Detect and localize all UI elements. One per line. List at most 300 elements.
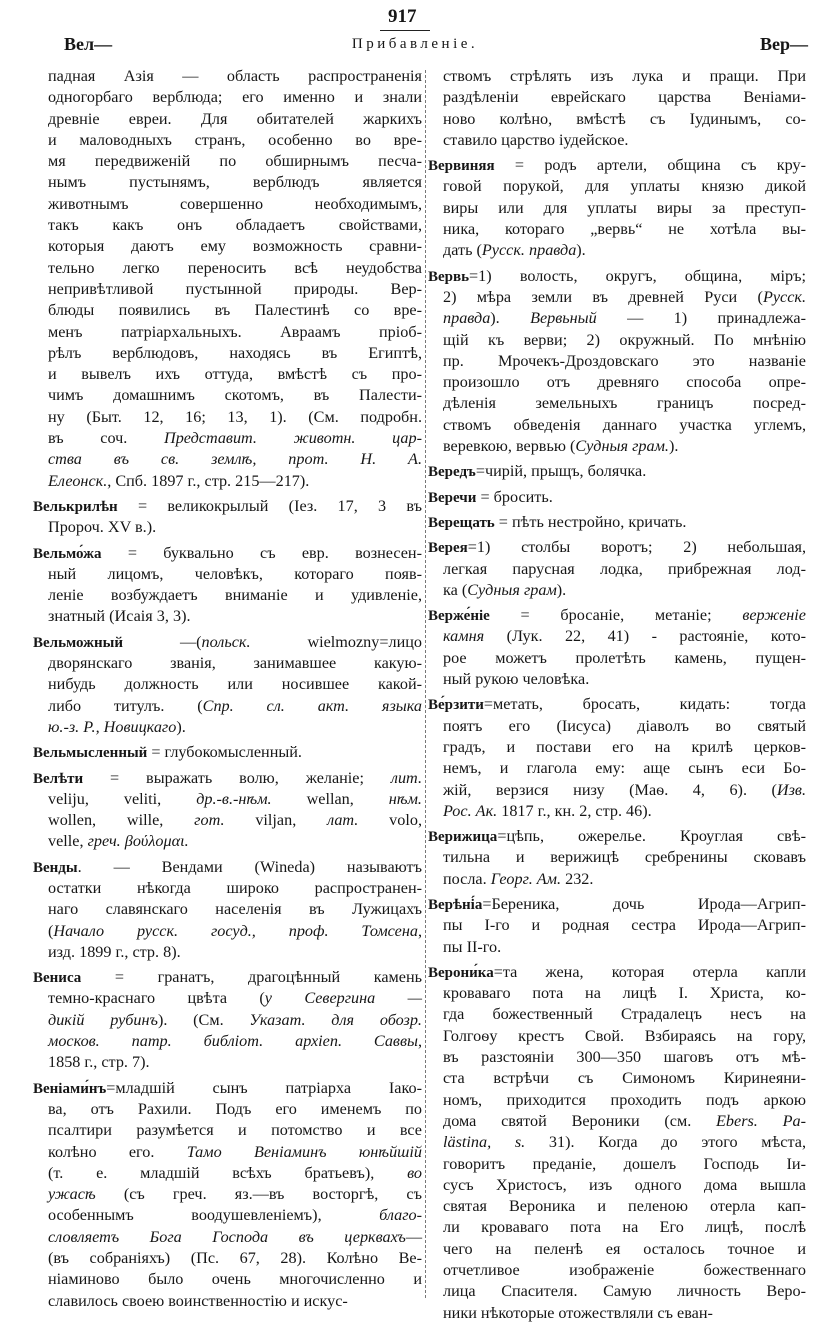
- italic-text: верженіе: [742, 606, 806, 625]
- text-line: [33, 258, 422, 279]
- headword: Вельмо́жа: [33, 545, 102, 562]
- dictionary-entry: [33, 1078, 422, 1312]
- body-text: =та жена, которая отерла капли: [493, 962, 806, 981]
- body-text: —(: [123, 632, 202, 651]
- italic-text: Изв.: [776, 780, 806, 799]
- text-line: [428, 351, 806, 372]
- body-text: рѣлъ верблюдовъ, находясь въ Египтѣ,: [48, 343, 422, 362]
- headword: Верже́ніе: [428, 608, 490, 625]
- left-column: [33, 66, 422, 1312]
- body-text: ).: [556, 580, 567, 599]
- text-line: [33, 831, 422, 852]
- text-line: [428, 1260, 806, 1281]
- body-text: = родъ артели, община съ кру-: [494, 156, 806, 175]
- headword: Вельмысленный: [33, 745, 148, 762]
- body-text: =метать, бросать, кидать: тогда: [483, 695, 806, 714]
- body-text: ники нѣкоторые отожествляли съ еван-: [443, 1303, 713, 1322]
- italic-text: lästina, s.: [443, 1133, 526, 1152]
- headword: Верѣні́а: [428, 896, 483, 913]
- body-text: мя передвиженій по обширнымъ песча-: [48, 152, 422, 171]
- text-line: [428, 626, 806, 647]
- body-text: Пророч. XV в.).: [48, 518, 157, 537]
- dictionary-entry: [428, 155, 806, 261]
- italic-text: ужасѣ: [48, 1185, 96, 1204]
- headword: Верея: [428, 540, 468, 557]
- text-line: [33, 1227, 422, 1248]
- body-text: тельно легко переносить всѣ неудобства: [48, 258, 422, 277]
- italic-text: Вервьный: [530, 309, 597, 328]
- text-line: [33, 194, 422, 215]
- text-line: [33, 300, 422, 321]
- italic-text: камня: [443, 627, 485, 646]
- body-text: щій къ верви; 2) окружный. По мнѣнію: [443, 330, 806, 349]
- italic-text: москов. патр. библіот. архіеп. Саввы: [48, 1032, 418, 1051]
- italic-text: во: [407, 1163, 422, 1182]
- body-text: ново колѣно, вмѣстѣ съ Іудинымъ, со-: [443, 109, 806, 128]
- text-line: [33, 407, 422, 428]
- italic-text: Елеонск.: [48, 471, 108, 490]
- text-line: [428, 372, 806, 393]
- text-line: [428, 487, 806, 508]
- text-line: [33, 496, 422, 517]
- headword: Веречи: [428, 489, 477, 506]
- text-line: [428, 109, 806, 130]
- text-line: [33, 449, 422, 470]
- headword: Вельможный: [33, 634, 124, 651]
- body-text: , Спб. 1897 г., стр. 215—217).: [107, 471, 310, 490]
- text-line: [428, 716, 806, 737]
- text-line: [33, 385, 422, 406]
- text-line: [33, 151, 422, 172]
- italic-text: Начало русск. госуд., проф. Томсена: [53, 921, 418, 940]
- dictionary-entry: [33, 543, 422, 628]
- body-text: пы I-го и родная сестра Ирода—Агрип-: [443, 916, 806, 935]
- dictionary-entry: [33, 66, 422, 492]
- text-line: [428, 461, 806, 482]
- body-text: =1) столбы воротъ; 2) небольшая,: [467, 538, 806, 557]
- body-text: 232.: [561, 869, 594, 888]
- headword: Вервь: [428, 268, 470, 285]
- text-line: [428, 415, 806, 436]
- text-line: [33, 564, 422, 585]
- text-line: [33, 236, 422, 257]
- body-text: произошло отъ древняго способа опре-: [443, 373, 806, 392]
- body-text: веревкою, вервью (: [443, 437, 576, 456]
- text-line: [428, 1239, 806, 1260]
- body-text: — 1) принадлежа-: [596, 309, 807, 328]
- body-text: ). (См.: [157, 1010, 250, 1029]
- body-text: —: [405, 1227, 422, 1246]
- body-text: ).: [490, 309, 531, 328]
- text-line: [428, 894, 806, 915]
- body-text: veliju, veliti,: [48, 789, 197, 808]
- body-text: леніе возбуждаетъ вниманіе и удивленіе,: [48, 586, 422, 605]
- text-line: [428, 130, 806, 151]
- text-line: [33, 1291, 422, 1312]
- text-line: [428, 176, 806, 197]
- text-line: [33, 1142, 422, 1163]
- body-text: = великокрылый (Іез. 17, 3 въ: [117, 496, 422, 515]
- page-number: 917: [388, 6, 417, 27]
- text-line: [428, 219, 806, 240]
- body-text: въ разстояніи 300—350 шаговъ отъ мѣ-: [443, 1048, 806, 1067]
- body-text: чего на пеленѣ ея осталось точное и: [443, 1239, 806, 1258]
- headword: Верони́ка: [428, 964, 494, 981]
- text-line: [33, 543, 422, 564]
- body-text: номъ, приходится проходить подъ аркою: [443, 1090, 806, 1109]
- italic-text: польск.: [201, 632, 251, 651]
- text-line: [428, 240, 806, 261]
- text-line: [428, 537, 806, 558]
- body-text: = бросить.: [476, 487, 553, 506]
- italic-text: лит.: [390, 768, 422, 787]
- italic-text: греч. βούλομαι.: [87, 832, 189, 851]
- italic-text: Спр. сл. акт. языка: [202, 696, 422, 715]
- text-line: [33, 1163, 422, 1184]
- body-text: ).: [576, 241, 586, 260]
- text-line: [33, 878, 422, 899]
- italic-text: Судныя грам: [467, 580, 557, 599]
- text-line: [428, 694, 806, 715]
- text-line: [428, 648, 806, 669]
- body-text: 2) мѣра земли въ древней Руси (: [443, 287, 763, 306]
- headword: Ве́рзити: [428, 697, 484, 714]
- body-text: чимъ домашнимъ скотомъ, въ Палести-: [48, 386, 422, 405]
- headword: Велькрилѣн: [33, 498, 118, 515]
- dictionary-entry: [428, 66, 806, 151]
- text-line: [33, 1120, 422, 1141]
- body-text: 1858 г., стр. 7).: [48, 1053, 150, 1072]
- text-line: [428, 155, 806, 176]
- text-line: [33, 789, 422, 810]
- text-line: [428, 1281, 806, 1302]
- text-line: [428, 308, 806, 329]
- text-line: [33, 857, 422, 878]
- body-text: отчетливое изображеніе божественнаго: [443, 1261, 806, 1280]
- body-text: дома святой Вероники (см.: [443, 1111, 717, 1130]
- body-text: животнымъ совершенно необходимымъ,: [48, 194, 422, 213]
- italic-text: Георг. Ам.: [490, 869, 562, 888]
- text-line: [428, 393, 806, 414]
- dictionary-entry: [428, 537, 806, 601]
- text-line: [33, 1010, 422, 1031]
- text-line: [428, 826, 806, 847]
- italic-text: др.-в.-нѣм.: [196, 789, 272, 808]
- text-line: [428, 1047, 806, 1068]
- italic-text: ства въ св. землѣ, прот. Н. А.: [48, 450, 422, 469]
- text-line: [428, 580, 806, 601]
- dictionary-entry: [33, 632, 422, 738]
- text-line: [428, 737, 806, 758]
- text-line: [33, 172, 422, 193]
- body-text: (въ собраніяхъ) (Пс. 67, 28). Колѣно Ве-: [48, 1249, 422, 1268]
- headword: Вервиняя: [428, 158, 495, 175]
- right-column: [428, 66, 806, 1324]
- text-line: [33, 66, 422, 87]
- body-text: ну (Быт. 12, 16; 13, 1). (См. подробн.: [48, 407, 422, 426]
- body-text: ствомъ обведенія даннаго участка углемъ,: [443, 415, 806, 434]
- body-text: = пѣть нестройно, кричать.: [494, 512, 687, 531]
- dictionary-entry: [33, 967, 422, 1073]
- dictionary-entry: [428, 461, 806, 482]
- body-text: и вывелъ ихъ оттуда, вмѣстѣ съ про-: [48, 365, 422, 384]
- text-line: [428, 758, 806, 779]
- body-text: непривѣтливой пустынной природы. Вер-: [48, 279, 422, 298]
- text-line: [428, 198, 806, 219]
- body-text: Голгоѳу крестъ Свой. Взбираясь на гору,: [443, 1026, 806, 1045]
- body-text: (съ греч. яз.—въ восторгѣ, съ: [95, 1185, 422, 1204]
- dictionary-entry: [428, 694, 806, 822]
- body-text: кроваваго пота на лицѣ І. Христа, ко-: [443, 984, 806, 1003]
- body-text: viljan,: [224, 811, 328, 830]
- body-text: падная Азія — область распространенія: [48, 67, 422, 85]
- body-text: дѣленія земельныхъ границъ посред-: [443, 394, 806, 413]
- body-text: ,: [417, 921, 422, 940]
- body-text: wellan,: [271, 789, 389, 808]
- text-line: [33, 921, 422, 942]
- body-text: рое можетъ пролетѣть камень, пущен-: [443, 648, 806, 667]
- headword: Велѣти: [33, 770, 84, 787]
- body-text: такъ какъ онъ обладаетъ свойствами,: [48, 216, 422, 235]
- body-text: особеннымъ воодушевленіемъ),: [48, 1206, 380, 1225]
- body-text: wielmozny=лицо: [250, 632, 422, 651]
- text-line: [428, 1217, 806, 1238]
- text-line: [428, 983, 806, 1004]
- body-text: древніе евреи. Для обитателей жаркихъ: [48, 109, 422, 128]
- italic-text: лат.: [327, 811, 359, 830]
- text-line: [33, 87, 422, 108]
- text-line: [428, 915, 806, 936]
- text-line: [33, 364, 422, 385]
- headword: Верещать: [428, 514, 495, 531]
- body-text: ствомъ стрѣлять изъ лука и пращи. При: [443, 67, 806, 85]
- italic-text: Русск. правда: [481, 241, 577, 260]
- italic-text: дикій рубинъ: [48, 1010, 158, 1029]
- dictionary-entry: [33, 768, 422, 853]
- body-text: пр. Мрочекъ-Дроздовскаго это названіе: [443, 351, 806, 370]
- text-line: [428, 937, 806, 958]
- text-line: [33, 428, 422, 449]
- text-line: [33, 343, 422, 364]
- body-text: (: [48, 921, 54, 940]
- text-line: [33, 810, 422, 831]
- headword: Вениса: [33, 970, 82, 987]
- left-guide-word: Вел—: [64, 34, 113, 54]
- body-text: volo,: [358, 811, 422, 830]
- italic-text: Рос. Ак.: [443, 801, 498, 820]
- body-text: ный лицомъ, человѣкъ, котораго появ-: [48, 564, 422, 583]
- text-line: [33, 279, 422, 300]
- italic-text: Судныя грам.: [575, 437, 669, 456]
- text-line: [428, 801, 806, 822]
- body-text: сусъ Христосъ, изъ одного дома вышла: [443, 1175, 806, 1194]
- text-line: [33, 1052, 422, 1073]
- body-text: поятъ его (Іисуса) діаволъ во святый: [443, 716, 806, 735]
- text-line: [428, 1175, 806, 1196]
- body-text: дать (: [443, 241, 482, 260]
- dictionary-entry: [33, 857, 422, 963]
- body-text: velle,: [48, 832, 88, 851]
- dictionary-entry: [428, 487, 806, 508]
- body-text: либо титулъ. (: [48, 696, 203, 715]
- text-line: [33, 942, 422, 963]
- body-text: = глубокомысленный.: [147, 743, 302, 762]
- body-text: въ соч.: [48, 429, 164, 448]
- page-number-rule: [380, 30, 430, 31]
- body-text: жій, верзися низу (Маѳ. 4, 6). (: [443, 780, 777, 799]
- text-line: [428, 66, 806, 87]
- italic-text: Представит. животн. цар-: [164, 429, 422, 448]
- text-line: [33, 1078, 422, 1099]
- body-text: ).: [176, 717, 186, 736]
- text-line: [33, 1269, 422, 1290]
- dictionary-entry: [428, 894, 806, 958]
- italic-text: благо-: [379, 1206, 422, 1225]
- body-text: псалтири разумѣется и потомство и все: [48, 1121, 422, 1140]
- text-line: [33, 1031, 422, 1052]
- text-line: [33, 215, 422, 236]
- body-text: =цѣпь, ожерелье. Кроуглая свѣ-: [497, 827, 806, 846]
- body-text: святая Вероника и пеленою отерла кап-: [443, 1197, 806, 1216]
- body-text: темно-краснаго цвѣта (: [48, 989, 265, 1008]
- body-text: ставило царство іудейское.: [443, 130, 629, 149]
- text-line: [428, 1090, 806, 1111]
- text-line: [428, 1132, 806, 1153]
- body-text: которыя даютъ ему возможность сравни-: [48, 237, 422, 256]
- text-line: [33, 653, 422, 674]
- body-text: тильна и верижицѣ сребренины сковавъ: [443, 848, 806, 867]
- text-line: [33, 109, 422, 130]
- body-text: говой порукой, для уплаты князю дикой: [443, 177, 806, 196]
- body-text: нымъ пустынямъ, верблюдъ является: [48, 173, 422, 192]
- italic-text: гот.: [194, 811, 225, 830]
- text-line: [33, 130, 422, 151]
- text-line: [428, 1026, 806, 1047]
- body-text: говоритъ преданіе, дошелъ Господь Іи-: [443, 1154, 806, 1173]
- text-line: [33, 517, 422, 538]
- text-line: [33, 585, 422, 606]
- body-text: ли кроваваго пота на Его лицѣ, послѣ: [443, 1218, 806, 1237]
- body-text: =чирій, прыщъ, болячка.: [475, 462, 647, 481]
- dictionary-entry: [428, 266, 806, 458]
- text-line: [428, 1196, 806, 1217]
- body-text: остатки нѣкогда широко распространен-: [48, 878, 422, 897]
- italic-text: Русск.: [762, 287, 806, 306]
- body-text: пы II-го.: [443, 937, 502, 956]
- italic-text: Указат. для обозр.: [249, 1010, 422, 1029]
- dictionary-entry: [428, 962, 806, 1324]
- italic-text: Ebers. Pa-: [716, 1111, 806, 1130]
- text-line: [428, 780, 806, 801]
- body-text: знатный (Исаія 3, 3).: [48, 607, 191, 626]
- column-divider: [425, 70, 426, 1298]
- body-text: немъ, и глагола ему: аще сынъ еси Бо-: [443, 759, 806, 778]
- text-line: [33, 322, 422, 343]
- body-text: колѣно его.: [48, 1142, 187, 1161]
- text-line: [428, 1004, 806, 1025]
- body-text: ста встрѣчи съ Симономъ Киринеяни-: [443, 1069, 806, 1088]
- body-text: = буквально съ евр. вознесен-: [101, 543, 422, 562]
- right-guide-word: Вер—: [760, 34, 809, 54]
- text-line: [428, 1154, 806, 1175]
- body-text: изд. 1899 г., стр. 8).: [48, 942, 181, 961]
- headword: Верижица: [428, 829, 498, 846]
- body-text: . — Вендами (Wineda) называютъ: [77, 857, 422, 876]
- text-line: [428, 1303, 806, 1324]
- body-text: блюды появились въ Палестинѣ со вре-: [48, 301, 422, 320]
- dictionary-entry: [428, 512, 806, 533]
- text-line: [428, 669, 806, 690]
- headword: Вередъ: [428, 464, 476, 481]
- body-text: ніаминово было очень многочисленно и: [48, 1270, 422, 1289]
- text-line: [33, 1184, 422, 1205]
- body-text: менъ патріархальныхъ. Авраамъ пріоб-: [48, 322, 422, 341]
- body-text: 1817 г., кн. 2, стр. 46).: [497, 801, 652, 820]
- text-line: [33, 717, 422, 738]
- text-line: [33, 606, 422, 627]
- body-text: посла.: [443, 869, 491, 888]
- body-text: легкая парусная лодка, прибрежная лод-: [443, 559, 806, 578]
- text-line: [33, 471, 422, 492]
- text-line: [33, 899, 422, 920]
- text-line: [428, 559, 806, 580]
- body-text: ва, отъ Рахили. Подъ его именемъ по: [48, 1099, 422, 1118]
- dictionary-entry: [428, 605, 806, 690]
- body-text: = бросаніе, метаніе;: [489, 606, 743, 625]
- text-line: [428, 436, 806, 457]
- italic-text: правда: [443, 309, 491, 328]
- italic-text: словляетъ Бога Господа въ церквахъ: [48, 1227, 406, 1246]
- italic-text: ю.-з. Р., Новицкаго: [48, 717, 177, 736]
- body-text: виры или для уплаты виры за преступ-: [443, 198, 806, 217]
- italic-text: у Севергина —: [264, 989, 422, 1008]
- headword: Веніами́нъ: [33, 1080, 107, 1097]
- body-text: и маловодныхъ странъ, особенно во вре-: [48, 130, 422, 149]
- text-line: [428, 847, 806, 868]
- body-text: =младшій сынъ патріарха Іако-: [106, 1078, 422, 1097]
- body-text: 31). Когда до этого мѣста,: [525, 1133, 807, 1152]
- body-text: славилось своею воинственностію и искус-: [48, 1291, 348, 1310]
- body-text: ).: [668, 437, 679, 456]
- text-line: [428, 869, 806, 890]
- text-line: [33, 632, 422, 653]
- body-text: нибудь должность или носившее какой-: [48, 675, 422, 694]
- text-line: [428, 1068, 806, 1089]
- text-line: [428, 287, 806, 308]
- body-text: ,: [417, 1032, 422, 1051]
- body-text: ный рукою человѣка.: [443, 670, 590, 689]
- body-text: wollen, wille,: [48, 811, 195, 830]
- body-text: (Лук. 22, 41) - растояніе, кото-: [484, 627, 806, 646]
- dictionary-entry: [428, 826, 806, 890]
- body-text: (т. е. младшій всѣхъ братьевъ),: [48, 1163, 408, 1182]
- text-line: [428, 605, 806, 626]
- text-line: [33, 1205, 422, 1226]
- headword: Венды: [33, 859, 78, 876]
- text-line: [428, 330, 806, 351]
- dictionary-entry: [33, 742, 422, 763]
- body-text: гда божественный Страдалецъ несъ на: [443, 1005, 806, 1024]
- text-line: [428, 266, 806, 287]
- body-text: раздѣленіи еврейскаго царства Веніами-: [443, 88, 806, 107]
- text-line: [33, 967, 422, 988]
- body-text: =Береника, дочь Ирода—Агрип-: [482, 894, 806, 913]
- body-text: дворянскаго званія, занимавшее какую-: [48, 654, 422, 673]
- text-line: [428, 512, 806, 533]
- text-line: [33, 988, 422, 1009]
- italic-text: нѣм.: [388, 789, 422, 808]
- text-line: [33, 674, 422, 695]
